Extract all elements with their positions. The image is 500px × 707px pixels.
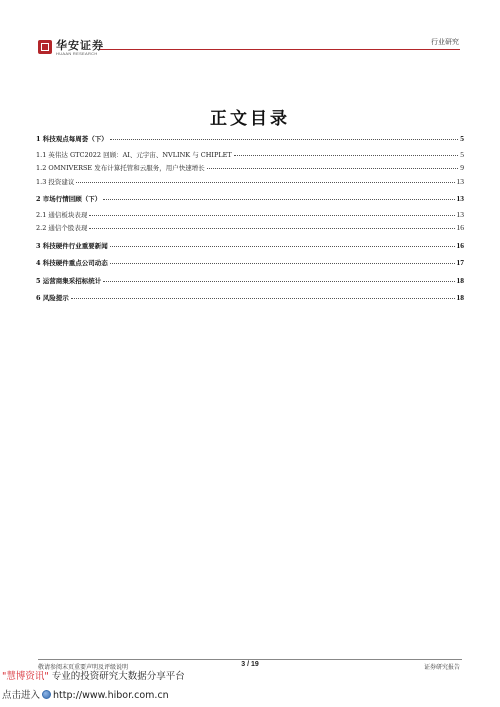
toc-entry-page: 5 xyxy=(460,134,464,143)
toc-entry-page: 18 xyxy=(456,275,464,285)
watermark-brand: "慧博资讯" xyxy=(2,671,49,682)
toc-subsection-entry[interactable] xyxy=(36,164,464,172)
toc-entry-label: 3 科技硬件行业重要新闻 xyxy=(36,241,108,250)
watermark-link-prefix: 点击进入 xyxy=(2,690,41,701)
toc-dot-leader xyxy=(89,228,454,229)
watermark-link-row[interactable] xyxy=(2,690,169,701)
toc-entry-page: 13 xyxy=(456,209,464,219)
toc-dot-leader xyxy=(71,298,455,299)
toc-dot-leader xyxy=(207,168,459,169)
watermark-url[interactable]: http://www.hibor.com.cn xyxy=(53,690,169,701)
toc-dot-leader xyxy=(76,182,454,183)
toc-dot-leader xyxy=(110,139,458,140)
toc-entry-label: 1 科技观点每周荟（下） xyxy=(36,135,108,143)
report-category: 行业研究 xyxy=(431,38,459,46)
footer-divider xyxy=(38,659,462,660)
toc-section-entry[interactable] xyxy=(36,242,464,250)
company-logo xyxy=(38,40,104,56)
toc-entry-label: 2.2 通信个股表现 xyxy=(36,224,88,232)
toc-entry-page: 5 xyxy=(460,149,464,159)
logo-chinese-name: 华安证券 xyxy=(56,39,104,52)
footer-disclaimer: 敬请参阅末页重要声明及评级说明 xyxy=(38,664,129,671)
toc-dot-leader xyxy=(103,281,454,282)
page-number: 3 / 19 xyxy=(241,661,259,668)
logo-english-name: HUAAN RESEARCH xyxy=(56,51,98,56)
toc-entry-label: 5 运营商集采招标统计 xyxy=(36,276,102,285)
toc-dot-leader xyxy=(103,199,454,200)
toc-entry-page: 17 xyxy=(456,258,464,267)
toc-section-entry[interactable] xyxy=(36,259,464,267)
page-title: 正文目录 xyxy=(210,109,290,129)
toc-entry-page: 9 xyxy=(460,163,464,172)
toc-entry-page: 16 xyxy=(456,223,464,232)
toc-entry-label: 4 科技硬件重点公司动态 xyxy=(36,259,108,267)
toc-dot-leader xyxy=(234,155,458,156)
toc-subsection-entry[interactable] xyxy=(36,178,464,186)
header-divider xyxy=(100,49,460,50)
globe-icon xyxy=(42,690,51,699)
toc-subsection-entry[interactable] xyxy=(36,224,464,232)
toc-entry-page: 13 xyxy=(456,194,464,203)
toc-subsection-entry[interactable] xyxy=(36,211,464,219)
toc-section-entry[interactable] xyxy=(36,294,464,302)
toc-entry-page: 18 xyxy=(456,293,464,302)
toc-entry-label: 1.3 投资建议 xyxy=(36,177,75,186)
logo-seal-icon xyxy=(38,40,52,54)
toc-subsection-entry[interactable] xyxy=(36,151,464,159)
toc-entry-page: 13 xyxy=(456,176,464,186)
toc-section-entry[interactable] xyxy=(36,195,464,203)
toc-dot-leader xyxy=(110,263,455,264)
toc-entry-label: 6 风险提示 xyxy=(36,294,69,302)
toc-entry-label: 1.1 英伟达 GTC2022 回顾：AI、元宇宙、NVLINK 与 CHIPLET xyxy=(36,150,232,159)
toc-entry-label: 2 市场行情回顾（下） xyxy=(36,195,102,203)
toc-section-entry[interactable] xyxy=(36,277,464,285)
footer-report-type: 证券研究报告 xyxy=(423,664,460,671)
toc-entry-label: 2.1 通信板块表现 xyxy=(36,210,88,219)
toc-entry-page: 16 xyxy=(456,240,464,250)
watermark-tagline: 专业的投资研究大数据分享平台 xyxy=(51,671,185,682)
table-of-contents xyxy=(36,135,464,302)
toc-dot-leader xyxy=(89,215,454,216)
toc-section-entry[interactable] xyxy=(36,135,464,143)
watermark-banner xyxy=(2,672,185,682)
toc-dot-leader xyxy=(110,246,455,247)
toc-entry-label: 1.2 OMNIVERSE 发布计算托管和云服务，用户快速增长 xyxy=(36,164,205,172)
